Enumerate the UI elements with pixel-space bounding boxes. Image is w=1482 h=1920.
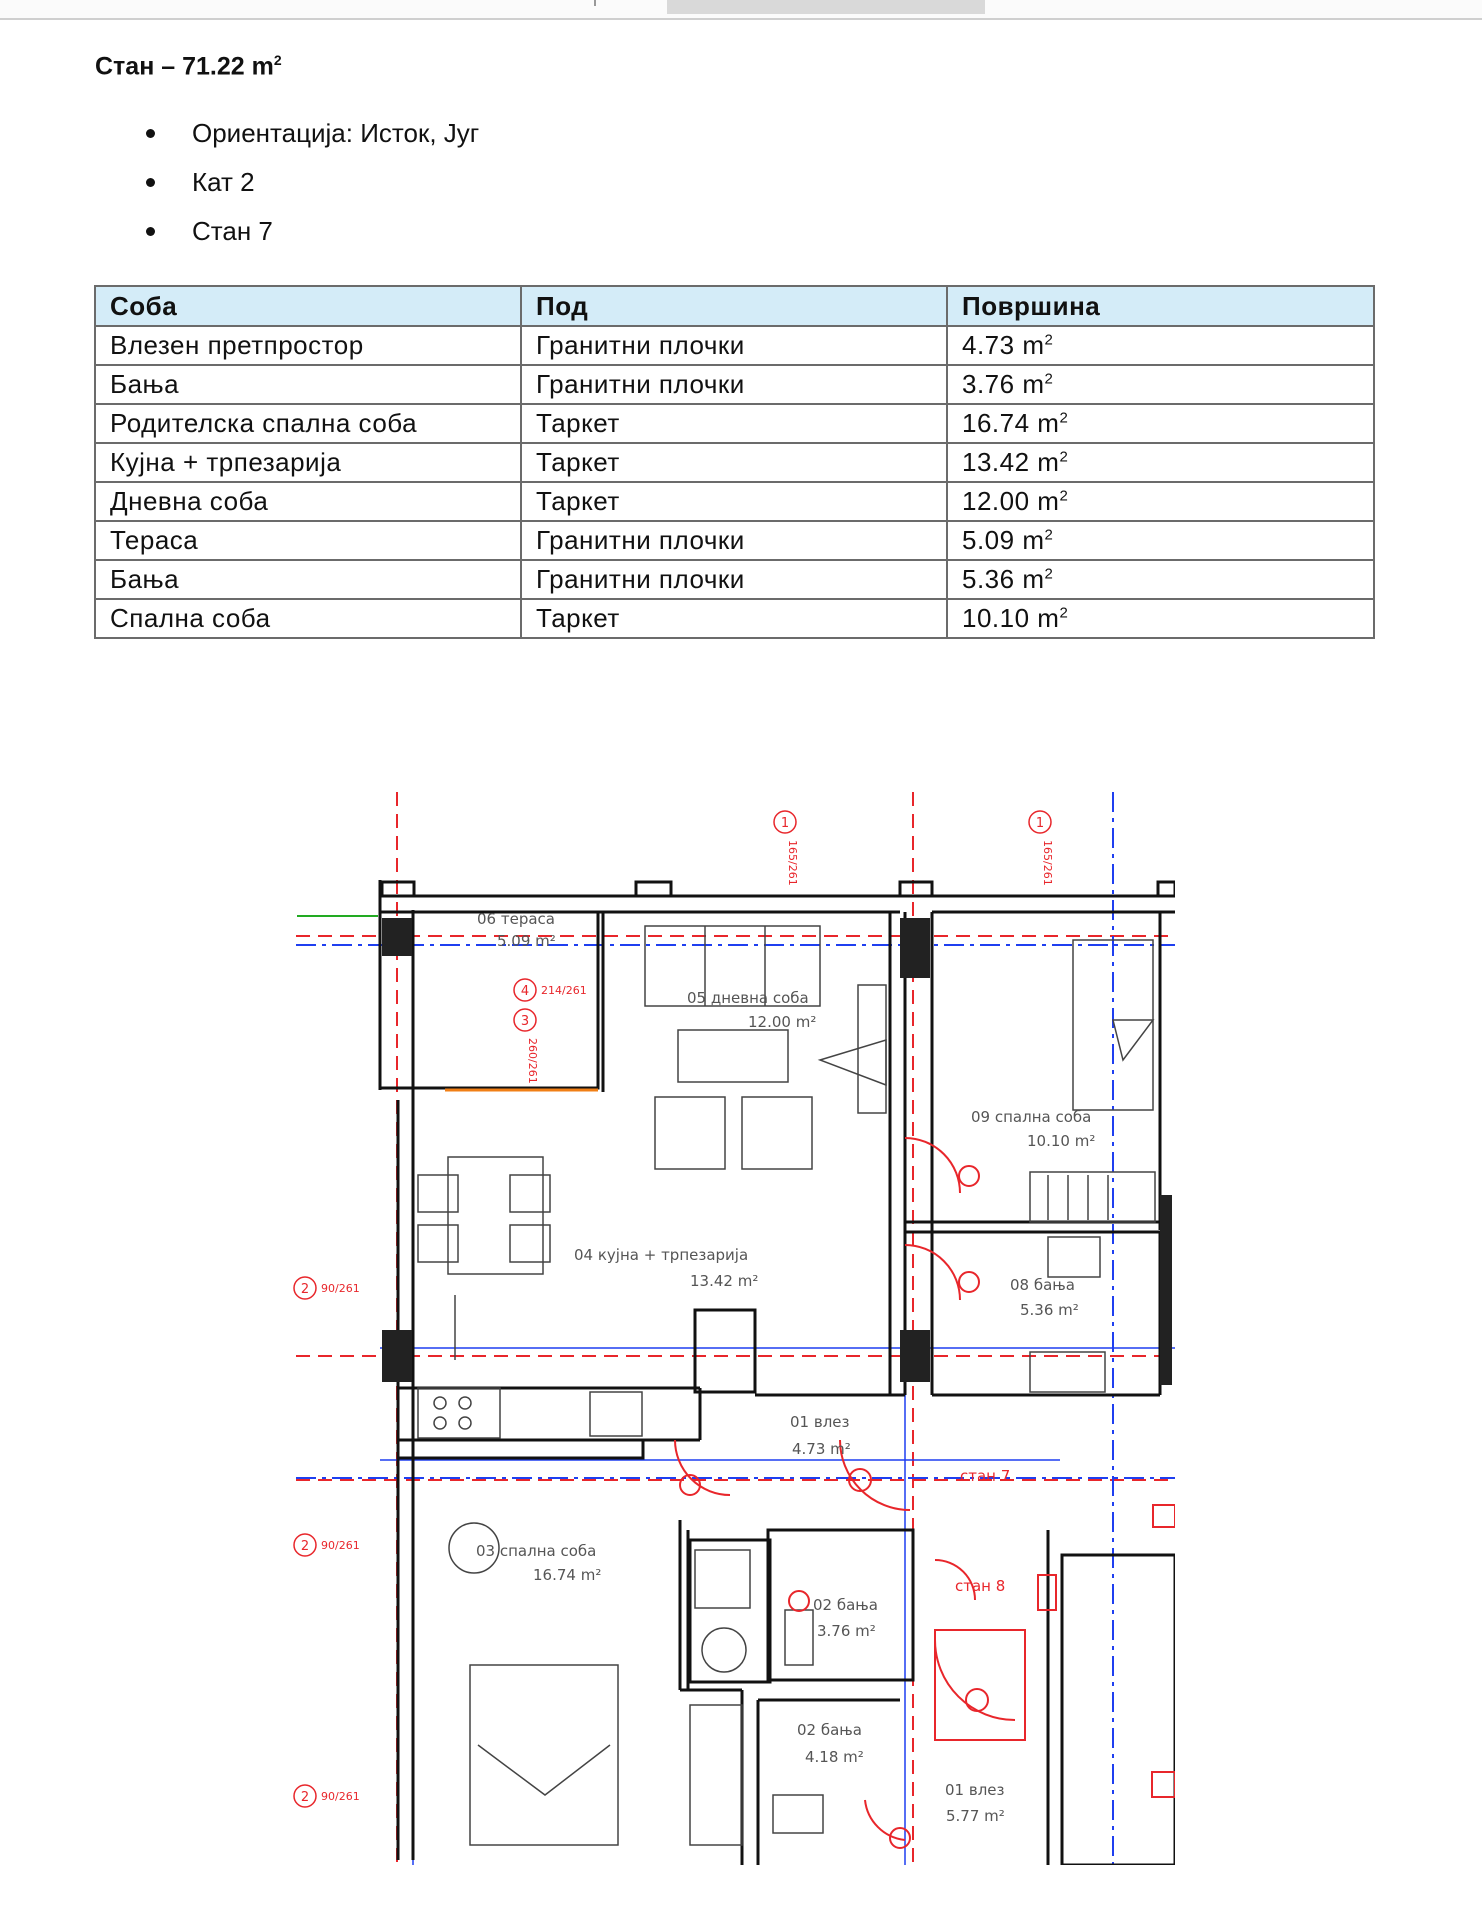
- cell-floor: Гранитни плочки: [521, 326, 947, 365]
- title-superscript: 2: [273, 52, 282, 68]
- cell-area: [947, 365, 1374, 404]
- axis-marker-number: 4: [520, 984, 530, 999]
- table-row: [95, 482, 1374, 521]
- table-row: [95, 599, 1374, 638]
- table-row: [95, 365, 1374, 404]
- area-value: 5.36 m: [962, 564, 1045, 594]
- cell-floor: Таркет: [521, 482, 947, 521]
- bath8-label: 08 бања: [1010, 1276, 1075, 1294]
- cell-room: Влезен претпростор: [95, 326, 521, 365]
- dimension-label: 214/261: [541, 984, 587, 997]
- cell-area: [947, 326, 1374, 365]
- list-item: Кат 2: [140, 167, 479, 216]
- bedroom9-area: 10.10 m²: [1027, 1132, 1096, 1150]
- cell-area: [947, 443, 1374, 482]
- floor-plan-drawing: [285, 790, 1175, 1865]
- cell-floor: Таркет: [521, 599, 947, 638]
- column-header-area: Површина: [947, 286, 1374, 326]
- table-header-row: [95, 286, 1374, 326]
- apartment-tags: [955, 1467, 1010, 1595]
- cell-area: [947, 482, 1374, 521]
- axis-marker-number: 2: [300, 1539, 310, 1554]
- axis-marker-number: 3: [520, 1014, 530, 1029]
- table-row: [95, 404, 1374, 443]
- dimension-label: 165/261: [786, 840, 799, 886]
- cell-floor: Таркет: [521, 443, 947, 482]
- entry1b-area: 5.77 m²: [946, 1807, 1005, 1825]
- entry1-area: 4.73 m²: [792, 1440, 851, 1458]
- cell-area: [947, 521, 1374, 560]
- dimension-label: 260/261: [526, 1038, 539, 1084]
- area-value: 13.42 m: [962, 447, 1060, 477]
- area-unit-sup: 2: [1059, 409, 1069, 427]
- rooms-table: [94, 285, 1375, 639]
- cell-room: Дневна соба: [95, 482, 521, 521]
- cell-room: Родителска спална соба: [95, 404, 521, 443]
- cell-floor: Таркет: [521, 404, 947, 443]
- axis-marker-number: 2: [300, 1282, 310, 1297]
- dimension-label: 90/261: [321, 1539, 360, 1552]
- area-unit-sup: 2: [1044, 331, 1054, 349]
- cell-floor: Гранитни плочки: [521, 521, 947, 560]
- cell-floor: Гранитни плочки: [521, 365, 947, 404]
- area-unit-sup: 2: [1059, 448, 1069, 466]
- terrace-area: 5.09 m²: [497, 932, 556, 950]
- area-value: 16.74 m: [962, 408, 1060, 438]
- dimension-label: 90/261: [321, 1282, 360, 1295]
- red-axis-lines: [296, 792, 1175, 1865]
- area-value: 3.76 m: [962, 369, 1045, 399]
- apt8-label: стан 8: [955, 1577, 1006, 1595]
- cell-room: Бања: [95, 560, 521, 599]
- cell-area: [947, 560, 1374, 599]
- viewer-toolbar: [0, 0, 1482, 20]
- cell-room: Спална соба: [95, 599, 521, 638]
- area-value: 12.00 m: [962, 486, 1060, 516]
- area-value: 4.73 m: [962, 330, 1045, 360]
- area-value: 5.09 m: [962, 525, 1045, 555]
- column-header-room: Соба: [95, 286, 521, 326]
- living-label: 05 дневна соба: [687, 989, 809, 1007]
- floor-plan: [285, 790, 1175, 1865]
- dimension-label: 165/261: [1041, 840, 1054, 886]
- cell-room: Тераса: [95, 521, 521, 560]
- area-unit-sup: 2: [1044, 565, 1054, 583]
- table-row: [95, 443, 1374, 482]
- bath8-area: 5.36 m²: [1020, 1301, 1079, 1319]
- scrollbar-thumb[interactable]: [667, 0, 985, 14]
- table-row: [95, 560, 1374, 599]
- entry1b-label: 01 влез: [945, 1781, 1005, 1799]
- blue-axis-lines: [296, 792, 1175, 1865]
- column-header-floor: Под: [521, 286, 947, 326]
- bath2b-label: 02 бања: [797, 1721, 862, 1739]
- axis-marker-number: 1: [1035, 816, 1045, 831]
- living-area: 12.00 m²: [748, 1013, 817, 1031]
- area-value: 10.10 m: [962, 603, 1060, 633]
- bedroom3-area: 16.74 m²: [533, 1566, 602, 1584]
- bedroom9-label: 09 спална соба: [971, 1108, 1092, 1126]
- apartment-heading: [95, 52, 282, 81]
- dimension-label: 90/261: [321, 1790, 360, 1803]
- list-item: Ориентација: Исток, Југ: [140, 118, 479, 167]
- axis-marker-number: 1: [780, 816, 790, 831]
- cell-room: Бања: [95, 365, 521, 404]
- toolbar-divider: [594, 0, 596, 6]
- cell-area: [947, 599, 1374, 638]
- dimension-markers: [294, 811, 1054, 1807]
- apartment-title: Стан – 71.22 m: [95, 52, 274, 81]
- info-list: [140, 118, 479, 265]
- bath2-area: 3.76 m²: [817, 1622, 876, 1640]
- cell-room: Кујна + трпезарија: [95, 443, 521, 482]
- kitchen-label: 04 кујна + трпезарија: [574, 1246, 749, 1264]
- apt7-label: стан 7: [960, 1467, 1011, 1485]
- area-unit-sup: 2: [1044, 526, 1054, 544]
- axis-marker-number: 2: [300, 1790, 310, 1805]
- list-item: Стан 7: [140, 216, 479, 265]
- entry1-label: 01 влез: [790, 1413, 850, 1431]
- area-unit-sup: 2: [1059, 487, 1069, 505]
- table-row: [95, 521, 1374, 560]
- cell-area: [947, 404, 1374, 443]
- bath2-label: 02 бања: [813, 1596, 878, 1614]
- kitchen-area: 13.42 m²: [690, 1272, 759, 1290]
- bedroom3-label: 03 спална соба: [476, 1542, 597, 1560]
- table-row: [95, 326, 1374, 365]
- bath2b-area: 4.18 m²: [805, 1748, 864, 1766]
- terrace-label: 06 тераса: [477, 910, 555, 928]
- cell-floor: Гранитни плочки: [521, 560, 947, 599]
- plan-labels: [476, 910, 1095, 1825]
- area-unit-sup: 2: [1044, 370, 1054, 388]
- area-unit-sup: 2: [1059, 604, 1069, 622]
